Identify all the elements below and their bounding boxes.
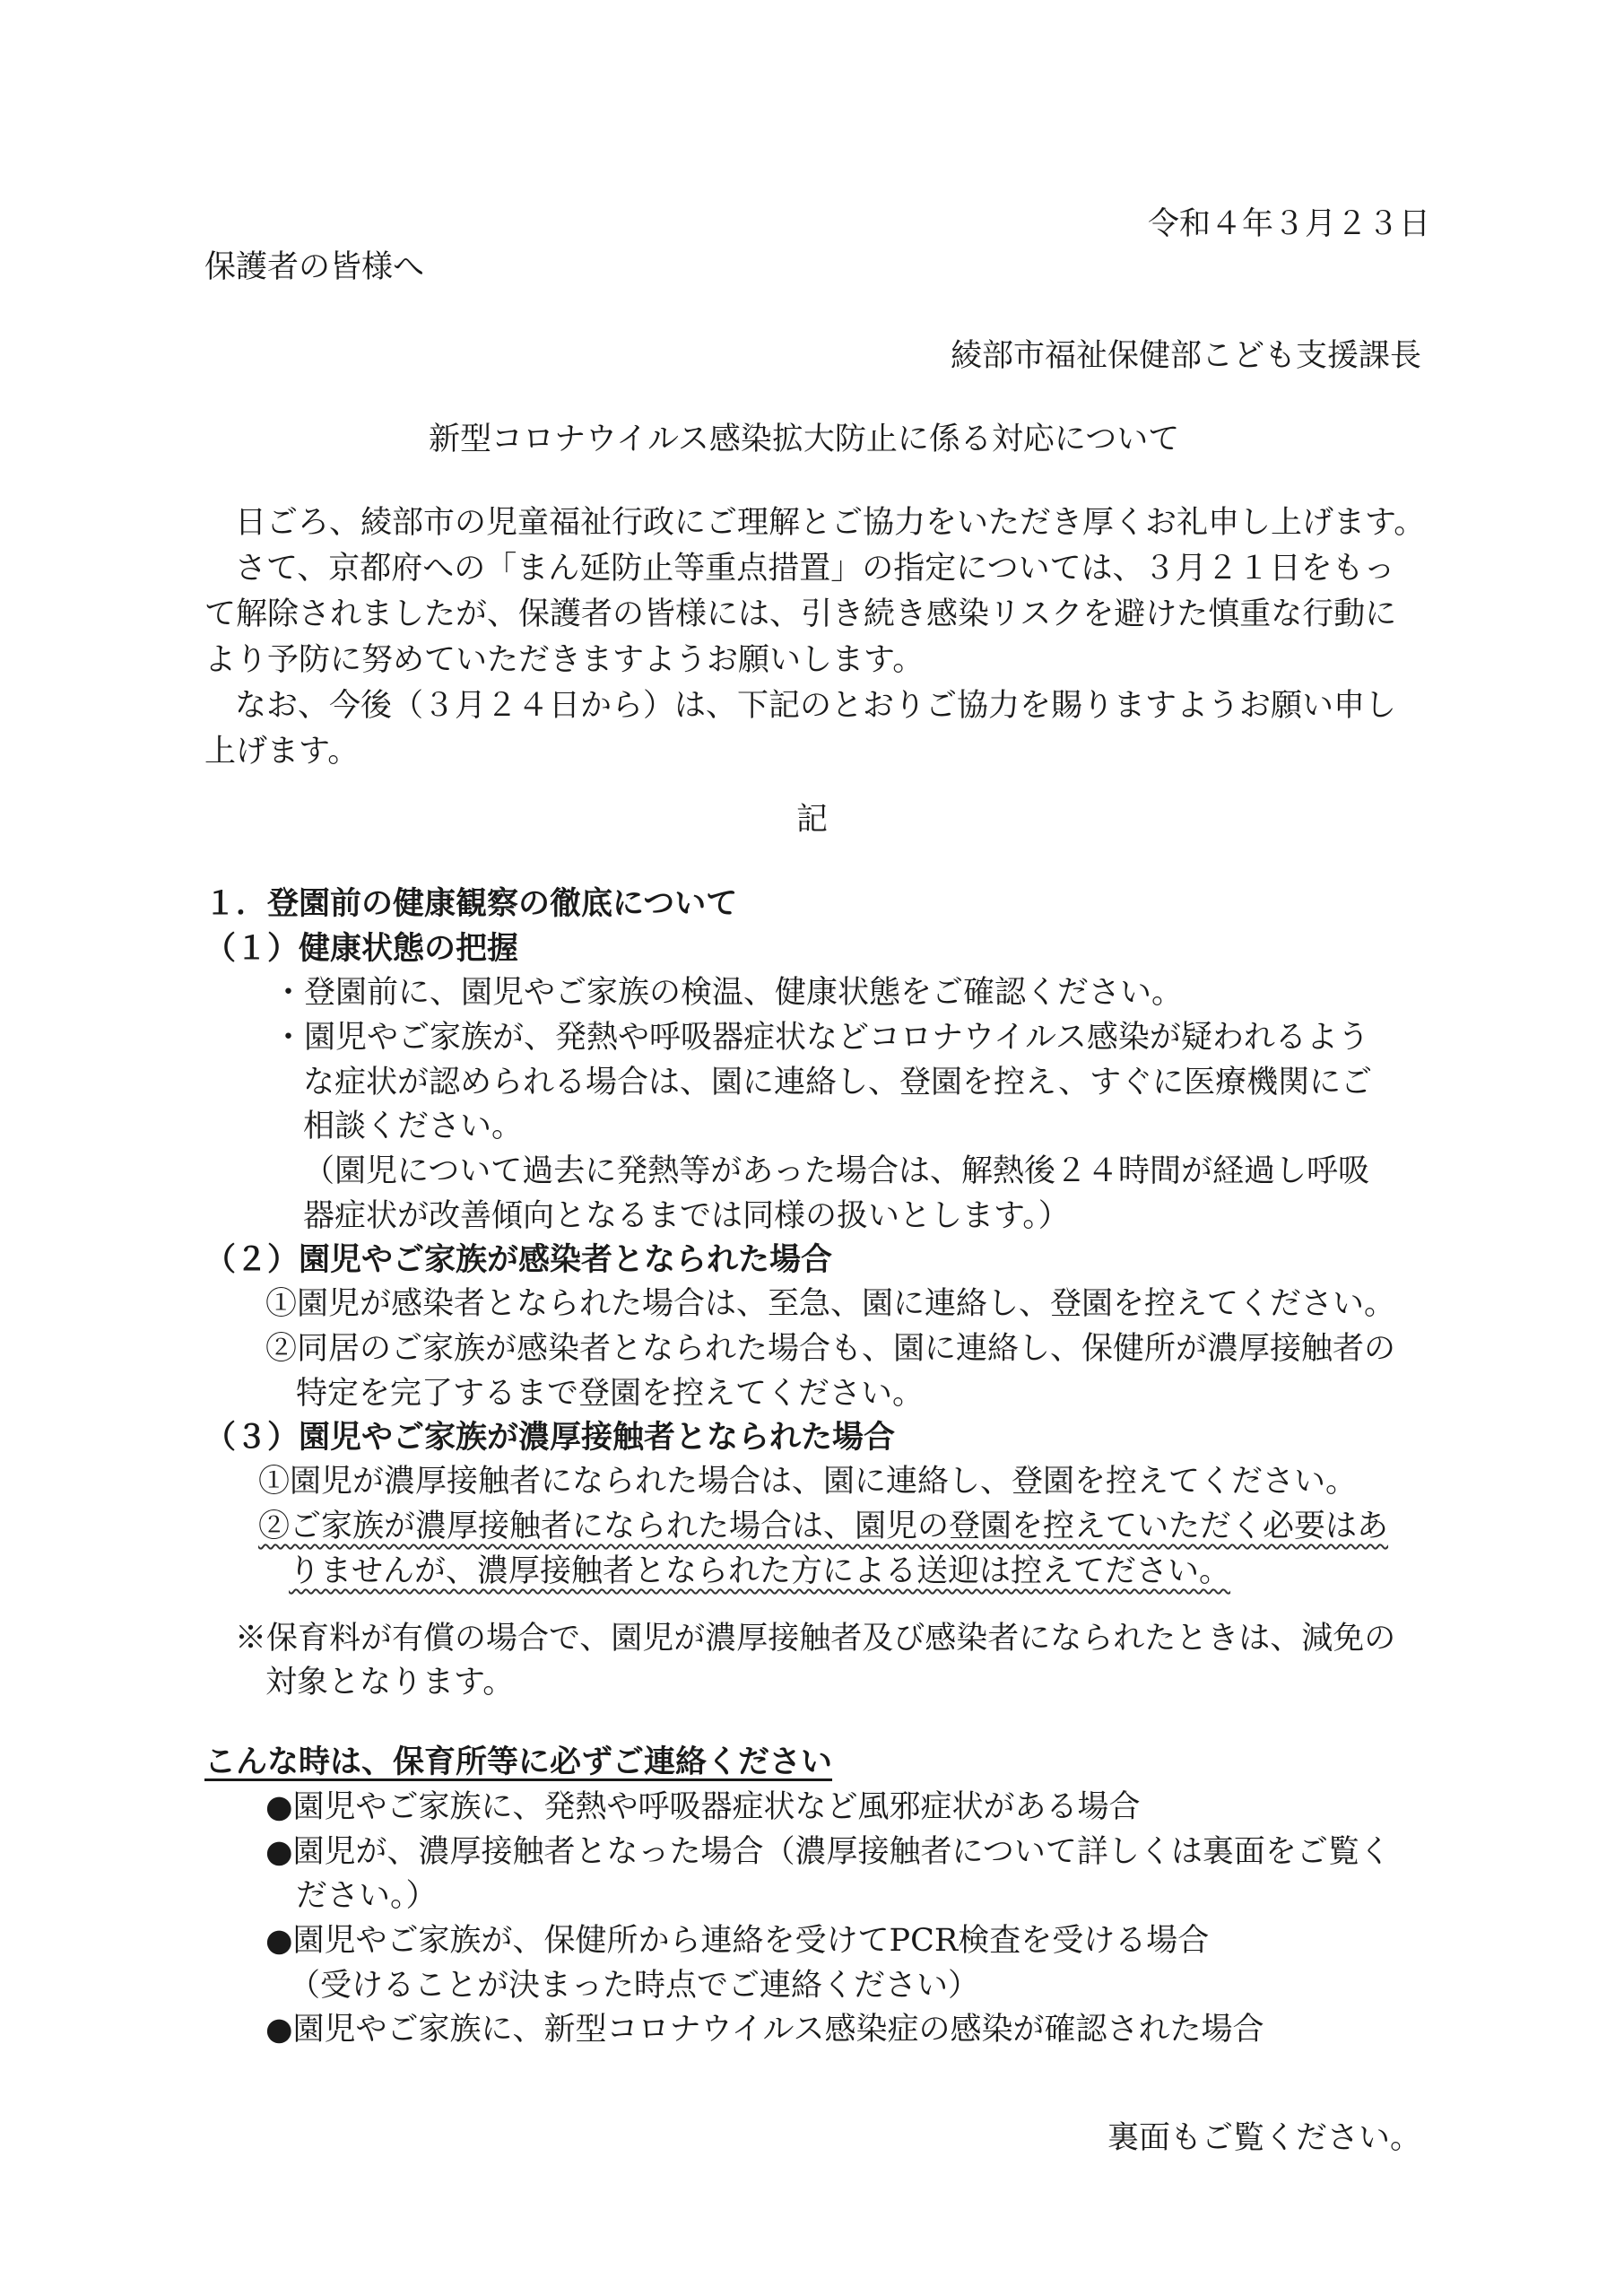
recipient: 保護者の皆様へ: [204, 249, 425, 285]
intro-line-6: 上げます。: [204, 734, 360, 770]
sub1-bullet-2c: 相談ください。: [303, 1109, 524, 1144]
intro-line-4: より予防に努めていただきますようお願いします。: [204, 642, 925, 678]
sub2-item-1: ①園児が感染者となられた場合は、至急、園に連絡し、登園を控えてください。: [265, 1286, 1396, 1322]
contact-item-2b: ださい。）: [296, 1878, 438, 1914]
sub1-bullet-2b: な症状が認められる場合は、園に連絡し、登園を控え、すぐに医療機関にご: [303, 1065, 1373, 1100]
ki-heading: 記: [796, 802, 829, 838]
sub1-bullet-1: ・登園前に、園児やご家族の検温、健康状態をご確認ください。: [273, 975, 1184, 1011]
intro-line-5: なお、今後（３月２４日から）は、下記のとおりご協力を賜りますようお願い申し: [235, 688, 1397, 724]
date: 令和４年３月２３日: [1148, 206, 1431, 242]
sub3-item-2a: ②ご家族が濃厚接触者になられた場合は、園児の登園を控えていただく必要はあ: [258, 1509, 1389, 1544]
sender: 綾部市福祉保健部こども支援課長: [951, 338, 1422, 374]
sub3-item-1: ①園児が濃厚接触者になられた場合は、園に連絡し、登園を控えてください。: [258, 1464, 1358, 1500]
fee-note-b: 対象となります。: [265, 1665, 515, 1700]
contact-item-4: ●園児やご家族に、新型コロナウイルス感染症の感染が確認された場合: [265, 2012, 1264, 2048]
contact-item-3a: ●園児やご家族が、保健所から連絡を受けてPCR検査を受ける場合: [265, 1923, 1210, 1959]
contact-item-1: ●園児やご家族に、発熱や呼吸器症状など風邪症状がある場合: [265, 1789, 1141, 1825]
sub2-item-2b: 特定を完了するまで登園を控えてください。: [296, 1376, 925, 1412]
intro-line-2: さて、京都府への「まん延防止等重点措置」の指定については、３月２１日をもっ: [235, 551, 1395, 587]
contact-heading: こんな時は、保育所等に必ずご連絡ください: [204, 1744, 833, 1780]
sub2-item-2a: ②同居のご家族が感染者となられた場合も、園に連絡し、保健所が濃厚接触者の: [265, 1331, 1396, 1367]
contact-item-3b: （受けることが決まった時点でご連絡ください）: [289, 1968, 980, 2004]
sub2-heading: （２）園児やご家族が感染者となられた場合: [204, 1242, 833, 1278]
sub1-note-a: （園児について過去に発熱等があった場合は、解熱後２４時間が経過し呼吸: [303, 1153, 1369, 1189]
sub1-heading: （１）健康状態の把握: [204, 931, 519, 967]
document-title: 新型コロナウイルス感染拡大防止に係る対応について: [429, 422, 1180, 457]
sub1-bullet-2a: ・園児やご家族が、発熱や呼吸器症状などコロナウイルス感染が疑われるよう: [273, 1020, 1369, 1056]
sub3-item-2b: りませんが、濃厚接触者となられた方による送迎は控えてださい。: [289, 1553, 1231, 1589]
intro-line-3: て解除されましたが、保護者の皆様には、引き続き感染リスクを避けた慎重な行動に: [204, 596, 1397, 632]
fee-note-a: ※保育料が有償の場合で、園児が濃厚接触者及び感染者になられたときは、減免の: [235, 1621, 1396, 1657]
contact-item-2a: ●園児が、濃厚接触者となった場合（濃厚接触者について詳しくは裏面をご覧く: [265, 1834, 1391, 1870]
sub1-note-b: 器症状が改善傾向となるまでは同様の扱いとします。）: [303, 1198, 1070, 1234]
intro-line-1: 日ごろ、綾部市の児童福祉行政にご理解とご協力をいただき厚くお礼申し上げます。: [235, 505, 1426, 541]
sub3-heading: （３）園児やご家族が濃厚接触者となられた場合: [204, 1420, 896, 1456]
section1-heading: １．登園前の健康観察の徹底について: [204, 886, 738, 922]
footer-note: 裏面もご覧ください。: [1107, 2120, 1422, 2156]
